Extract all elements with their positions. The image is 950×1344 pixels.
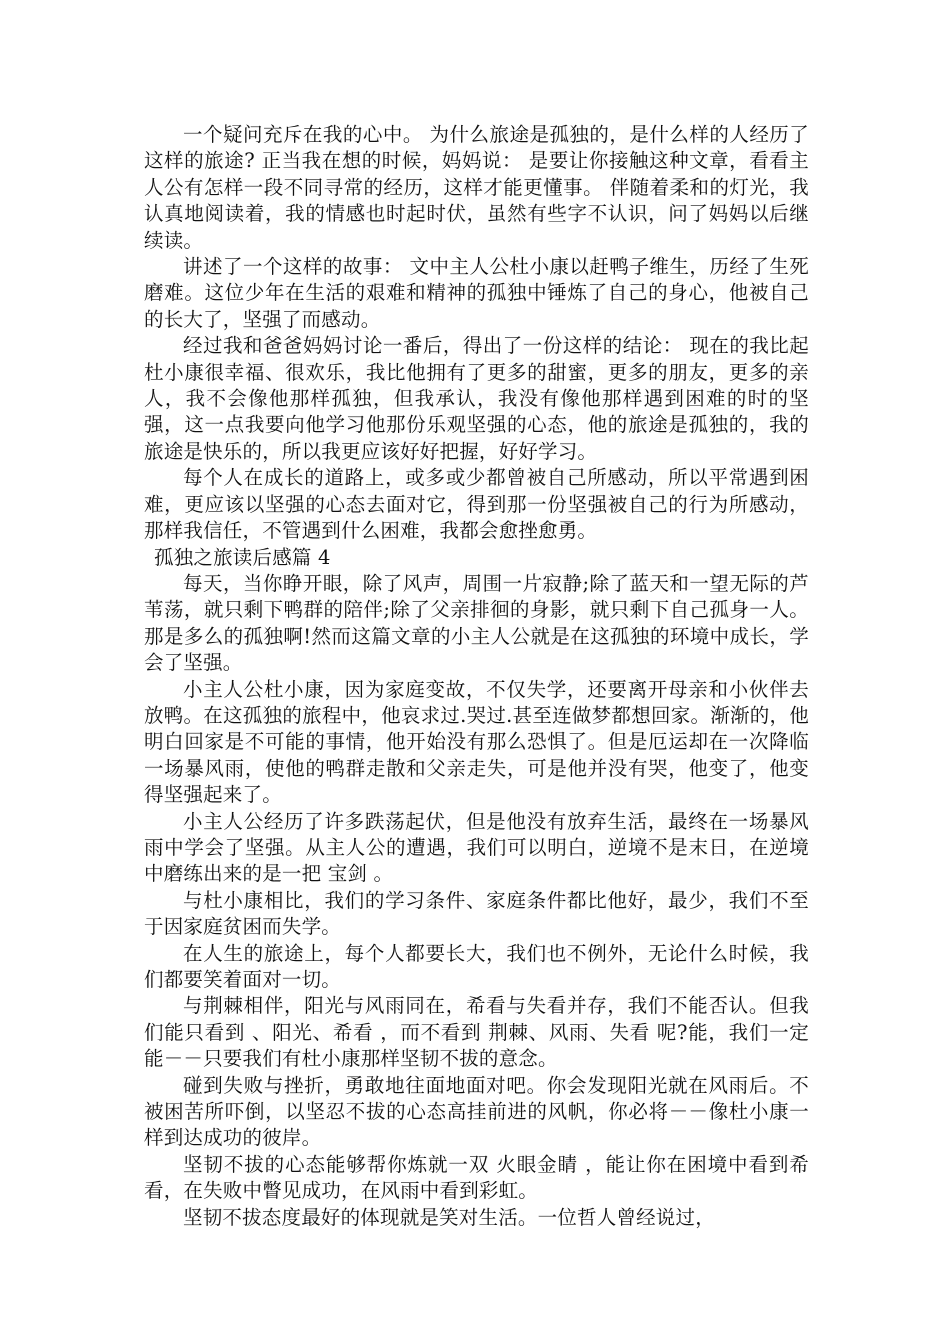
paragraph: 与荆棘相伴，阳光与风雨同在，希看与失看并存，我们不能否认。但我们能只看到 、阳光、希看 ，而不看到 荆棘、风雨、失看 呢?能，我们一定能－－只要我们有杜小康那样坚韧不拔的意念。 [144,994,809,1071]
paragraph: 一个疑问充斥在我的心中。 为什么旅途是孤独的，是什么样的人经历了这样的旅途? 正当我在想的时候，妈妈说： 是要让你接触这种文章，看看主人公有怎样一段不同寻常的经历，这样才能更懂事。 伴随着柔和的灯光，我认真地阅读着，我的情感也时起时伏，虽然有些字不认识，问了妈妈以后继续读。 [144,123,809,252]
paragraph: 每天，当你睁开眼，除了风声，周围一片寂静;除了蓝天和一望无际的芦苇荡，就只剩下鸭群的陪伴;除了父亲排徊的身影，就只剩下自己孤身一人。那是多么的孤独啊!然而这篇文章的小主人公就是在这孤独的环境中成长，学会了坚强。 [144,571,809,675]
paragraph: 坚韧不拔态度最好的体现就是笑对生活。一位哲人曾经说过， [183,1205,715,1229]
paragraph: 碰到失败与挫折，勇敢地往面地面对吧。你会发现阳光就在风雨后。不被困苦所吓倒，以坚忍不拔的心态高挂前进的风帆，你必将－－像杜小康一样到达成功的彼岸。 [144,1073,809,1150]
paragraph: 在人生的旅途上，每个人都要长大，我们也不例外，无论什么时候，我们都要笑着面对一切。 [144,941,809,991]
paragraph: 小主人公经历了许多跌荡起伏，但是他没有放弃生活，最终在一场暴风雨中学会了坚强。从主人公的遭遇，我们可以明白，逆境不是末日，在逆境中磨练出来的是一把 宝剑 。 [144,809,809,886]
paragraph: 小主人公杜小康，因为家庭变故，不仅失学，还要离开母亲和小伙伴去放鸭。在这孤独的旅程中，他哀求过.哭过.甚至连做梦都想回家。渐渐的，他明白回家是不可能的事情，他开始没有那么恐惧了。但是厄运却在一次降临 一场暴风雨，使他的鸭群走散和父亲走失，可是他并没有哭，他变了，他变得坚强起来了。 [144,677,809,807]
section-heading: 孤独之旅读后感篇 4 [154,545,331,569]
paragraph: 每个人在成长的道路上，或多或少都曾被自己所感动，所以平常遇到困难，更应该以坚强的心态去面对它，得到那一份坚强被自己的行为所感动，那样我信任，不管遇到什么困难，我都会愈挫愈勇。 [144,466,809,543]
paragraph: 经过我和爸爸妈妈讨论一番后，得出了一份这样的结论： 现在的我比起杜小康很幸福、很欢乐，我比他拥有了更多的甜蜜，更多的朋友，更多的亲人，我不会像他那样孤独，但我承认，我没有像他那样遇到困难的时的坚强，这一点我要向他学习他那份乐观坚强的心态，他的旅途是孤独的，我的旅途是快乐的，所以我更应该好好把握，好好学习。 [144,334,809,463]
document-page [144,122,809,1231]
paragraph: 与杜小康相比，我们的学习条件、家庭条件都比他好，最少，我们不至于因家庭贫困而失学。 [144,888,809,939]
paragraph: 讲述了一个这样的故事： 文中主人公杜小康以赶鸭子维生，历经了生死磨难。这位少年在生活的艰难和精神的孤独中锤炼了自己的身心，他被自己的长大了，坚强了而感动。 [144,255,809,331]
paragraph: 坚韧不拔的心态能够帮你炼就一双 火眼金睛 ，能让你在困境中看到希看，在失败中瞥见成功，在风雨中看到彩虹。 [144,1152,809,1203]
